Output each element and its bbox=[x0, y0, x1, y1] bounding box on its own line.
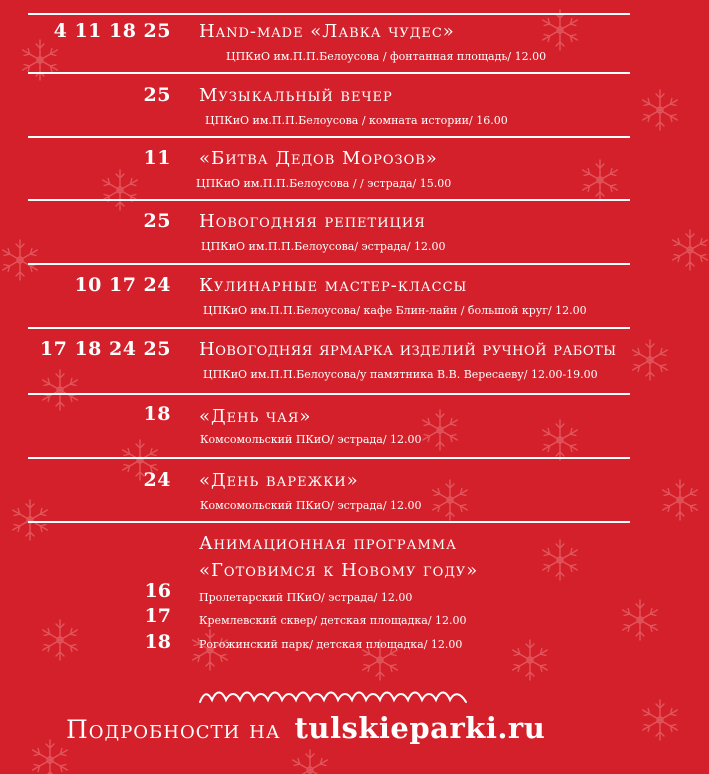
event-title: Hand-made «Лавка чудес» bbox=[199, 21, 455, 42]
animation-venue: Кремлевский сквер/ детская площадка/ 12.00 bbox=[199, 614, 467, 627]
event-venue: ЦПКиО им.П.П.Белоусова/у памятника В.В. Вересаеву/ 12.00-19.00 bbox=[203, 368, 598, 381]
event-title: Новогодняя ярмарка изделий ручной работы bbox=[199, 339, 617, 360]
event-dates: 25 bbox=[143, 84, 171, 106]
animation-date: 17 bbox=[144, 605, 171, 627]
divider bbox=[28, 13, 630, 15]
event-venue: ЦПКиО им.П.П.Белоусова/ кафе Блин-лайн / большой круг/ 12.00 bbox=[203, 304, 587, 317]
divider bbox=[28, 457, 630, 459]
snow-drift-ornament bbox=[198, 686, 468, 708]
divider bbox=[28, 136, 630, 138]
divider bbox=[28, 521, 630, 523]
event-title: «Битва Дедов Морозов» bbox=[199, 148, 438, 169]
animation-date: 18 bbox=[144, 631, 171, 653]
event-venue: ЦПКиО им.П.П.Белоусова / фонтанная площадь/ 12.00 bbox=[226, 50, 547, 63]
event-venue: ЦПКиО им.П.П.Белоусова / / эстрада/ 15.00 bbox=[196, 177, 452, 190]
event-title: Новогодняя репетиция bbox=[199, 211, 426, 232]
divider bbox=[28, 72, 630, 74]
event-dates: 25 bbox=[143, 210, 171, 232]
divider bbox=[28, 327, 630, 329]
event-venue: ЦПКиО им.П.П.Белоусова / комната истории/ 16.00 bbox=[205, 114, 508, 127]
event-venue: Комсомольский ПКиО/ эстрада/ 12.00 bbox=[200, 433, 422, 446]
event-dates: 4 11 18 25 bbox=[53, 20, 171, 42]
event-dates: 17 18 24 25 bbox=[39, 338, 171, 360]
event-dates: 18 bbox=[143, 403, 171, 425]
event-title: Кулинарные мастер-классы bbox=[199, 275, 468, 296]
event-title: «День варежки» bbox=[199, 470, 359, 491]
event-venue: ЦПКиО им.П.П.Белоусова/ эстрада/ 12.00 bbox=[201, 240, 446, 253]
event-dates: 24 bbox=[143, 469, 171, 491]
event-title: Музыкальный вечер bbox=[199, 85, 393, 106]
animation-venue: Пролетарский ПКиО/ эстрада/ 12.00 bbox=[199, 591, 413, 604]
event-title: «День чая» bbox=[199, 406, 312, 427]
event-dates: 11 bbox=[143, 147, 171, 169]
footer-label: Подробности на bbox=[66, 715, 281, 744]
divider bbox=[28, 393, 630, 395]
divider bbox=[28, 263, 630, 265]
divider bbox=[28, 199, 630, 201]
footer bbox=[66, 711, 545, 745]
event-dates: 10 17 24 bbox=[74, 274, 171, 296]
animation-venue: Рогожинский парк/ детская площадка/ 12.00 bbox=[199, 638, 463, 651]
event-venue: Комсомольский ПКиО/ эстрада/ 12.00 bbox=[200, 499, 422, 512]
website-link[interactable]: tulskieparki.ru bbox=[294, 711, 546, 745]
animation-title-line2: «Готовимся к Новому году» bbox=[199, 560, 479, 581]
animation-title-line1: Анимационная программа bbox=[199, 533, 457, 554]
animation-date: 16 bbox=[144, 580, 171, 602]
